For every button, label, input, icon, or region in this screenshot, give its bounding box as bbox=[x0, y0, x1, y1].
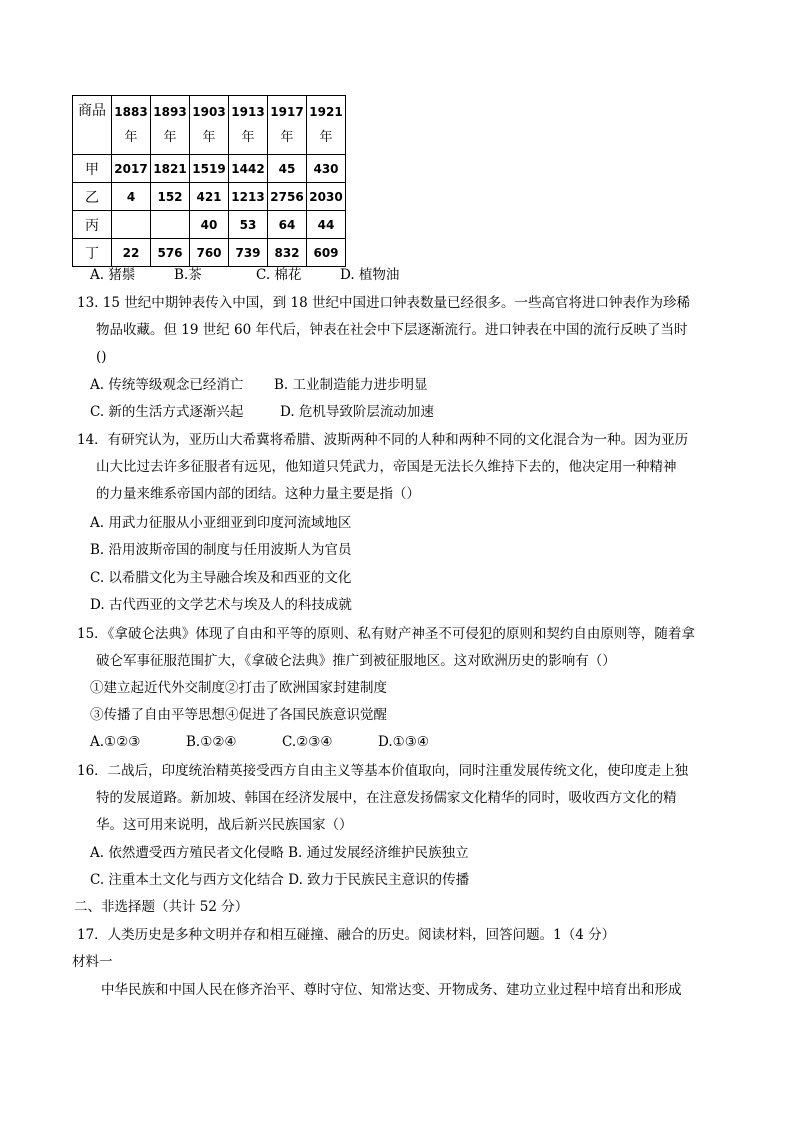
q17-stem: 17．人类历史是多种文明并存和相互碰撞、融合的历史。阅读材料，回答问题。1（4 分） bbox=[77, 927, 616, 943]
goods-table bbox=[72, 95, 346, 267]
table-cell: 152 bbox=[151, 183, 190, 211]
table-cell: 40 bbox=[190, 211, 229, 239]
table-header-year: 1917 年 bbox=[268, 96, 307, 155]
table-cell: 1519 bbox=[190, 155, 229, 183]
table-cell: 53 bbox=[229, 211, 268, 239]
q15-statements-1: ①建立起近代外交制度②打击了欧洲国家封建制度 bbox=[90, 680, 387, 696]
q17-material-label: 材料一 bbox=[72, 954, 113, 970]
table-cell: 22 bbox=[112, 239, 151, 267]
table-cell: 2030 bbox=[307, 183, 346, 211]
q15-statements-2: ③传播了自由平等思想④促进了各国民族意识觉醒 bbox=[90, 707, 387, 723]
q16-stem-line3: 华。这可用来说明，战后新兴民族国家（） bbox=[96, 817, 353, 833]
q13-option-b[interactable]: B. 工业制造能力进步明显 bbox=[274, 377, 428, 393]
q13-stem-line2: 物品收藏。但 19 世纪 60 年代后，钟表在社会中下层逐渐流行。进口钟表在中国的流行反映了当时 bbox=[96, 322, 688, 338]
table-header-year: 1921 年 bbox=[307, 96, 346, 155]
table-cell-goods: 丙 bbox=[73, 211, 112, 239]
table-header-year: 1913 年 bbox=[229, 96, 268, 155]
table-cell: 609 bbox=[307, 239, 346, 267]
table-cell: 4 bbox=[112, 183, 151, 211]
q15-option-b[interactable]: B.①②④ bbox=[186, 734, 237, 750]
table-cell: 1442 bbox=[229, 155, 268, 183]
table-header-goods: 商品 bbox=[73, 96, 112, 155]
q17-material-body: 中华民族和中国人民在修齐治平、尊时守位、知常达变、开物成务、建功立业过程中培育出和形成 bbox=[101, 982, 682, 998]
section-heading: 二、非选择题（共计 52 分） bbox=[74, 899, 249, 915]
q15-option-a[interactable]: A.①②③ bbox=[90, 734, 141, 750]
table-row bbox=[73, 183, 346, 211]
q14-stem-line1: 14．有研究认为，亚历山大希冀将希腊、波斯两种不同的人种和两种不同的文化混合为一种。因为亚历 bbox=[77, 432, 689, 448]
table-cell: 576 bbox=[151, 239, 190, 267]
table-cell: 421 bbox=[190, 183, 229, 211]
q16-stem-line2: 特的发展道路。新加坡、韩国在经济发展中，在注意发扬儒家文化精华的同时，吸收西方文化的精 bbox=[96, 790, 677, 806]
q13-option-d[interactable]: D. 危机导致阶层流动加速 bbox=[280, 404, 434, 420]
table-header-row bbox=[73, 96, 346, 155]
table-cell: 760 bbox=[190, 239, 229, 267]
q15-options bbox=[90, 733, 429, 751]
q15-stem-line2: 破仑军事征服范围扩大，《拿破仑法典》推广到被征服地区。这对欧洲历史的影响有（） bbox=[96, 653, 616, 669]
q14-option-c[interactable]: C. 以希腊文化为主导融合埃及和西亚的文化 bbox=[90, 570, 352, 586]
q12-option-d[interactable]: D. 植物油 bbox=[340, 267, 400, 283]
q16-options-ab[interactable]: A. 依然遭受西方殖民者文化侵略 B. 通过发展经济维护民族独立 bbox=[90, 845, 469, 861]
table-row bbox=[73, 211, 346, 239]
table-row bbox=[73, 239, 346, 267]
q13-stem-line1: 13. 15 世纪中期钟表传入中国，到 18 世纪中国进口钟表数量已经很多。一些高官将进口钟表作为珍稀 bbox=[77, 295, 690, 311]
table-cell bbox=[112, 211, 151, 239]
q14-stem-line3: 的力量来维系帝国内部的团结。这种力量主要是指（） bbox=[96, 486, 420, 502]
q14-option-d[interactable]: D. 古代西亚的文学艺术与埃及人的科技成就 bbox=[90, 597, 352, 613]
table-cell: 2017 bbox=[112, 155, 151, 183]
table-cell: 1821 bbox=[151, 155, 190, 183]
q13-stem-line3: () bbox=[96, 349, 107, 365]
table-cell-goods: 乙 bbox=[73, 183, 112, 211]
q12-option-b[interactable]: B.茶 bbox=[174, 267, 202, 283]
table-header-year: 1903 年 bbox=[190, 96, 229, 155]
table-header-year: 1883 年 bbox=[112, 96, 151, 155]
q15-option-d[interactable]: D.①③④ bbox=[378, 734, 429, 750]
table-cell-goods: 丁 bbox=[73, 239, 112, 267]
table-cell: 64 bbox=[268, 211, 307, 239]
table-cell: 739 bbox=[229, 239, 268, 267]
q13-option-c[interactable]: C. 新的生活方式逐渐兴起 bbox=[90, 404, 244, 420]
q13-options-row2 bbox=[90, 403, 434, 421]
q16-options-cd[interactable]: C. 注重本土文化与西方文化结合 D. 致力于民族民主意识的传播 bbox=[90, 872, 470, 888]
table-cell bbox=[151, 211, 190, 239]
table-cell: 430 bbox=[307, 155, 346, 183]
q14-option-a[interactable]: A. 用武力征服从小亚细亚到印度河流域地区 bbox=[90, 515, 352, 531]
q12-options bbox=[90, 266, 399, 284]
q12-option-c[interactable]: C. 棉花 bbox=[256, 267, 302, 283]
table-cell: 1213 bbox=[229, 183, 268, 211]
table-cell: 44 bbox=[307, 211, 346, 239]
table-cell: 832 bbox=[268, 239, 307, 267]
q15-option-c[interactable]: C.②③④ bbox=[282, 734, 333, 750]
q14-stem-line2: 山大比过去许多征服者有远见，他知道只凭武力，帝国是无法长久维持下去的，他决定用一种精神 bbox=[96, 459, 677, 475]
table-cell-goods: 甲 bbox=[73, 155, 112, 183]
q13-options-row1 bbox=[90, 376, 428, 394]
q12-option-a[interactable]: A. 猪鬃 bbox=[90, 267, 136, 283]
table-cell: 2756 bbox=[268, 183, 307, 211]
q16-stem-line1: 16．二战后，印度统治精英接受西方自由主义等基本价值取向，同时注重发展传统文化，使印度走上独 bbox=[77, 763, 689, 779]
q14-option-b[interactable]: B. 沿用波斯帝国的制度与任用波斯人为官员 bbox=[90, 542, 352, 558]
q13-option-a[interactable]: A. 传统等级观念已经消亡 bbox=[90, 377, 244, 393]
table-header-year: 1893 年 bbox=[151, 96, 190, 155]
q15-stem-line1: 15．《拿破仑法典》体现了自由和平等的原则、私有财产神圣不可侵犯的原则和契约自由原则等，随着拿 bbox=[77, 626, 695, 642]
table-cell: 45 bbox=[268, 155, 307, 183]
table-row bbox=[73, 155, 346, 183]
